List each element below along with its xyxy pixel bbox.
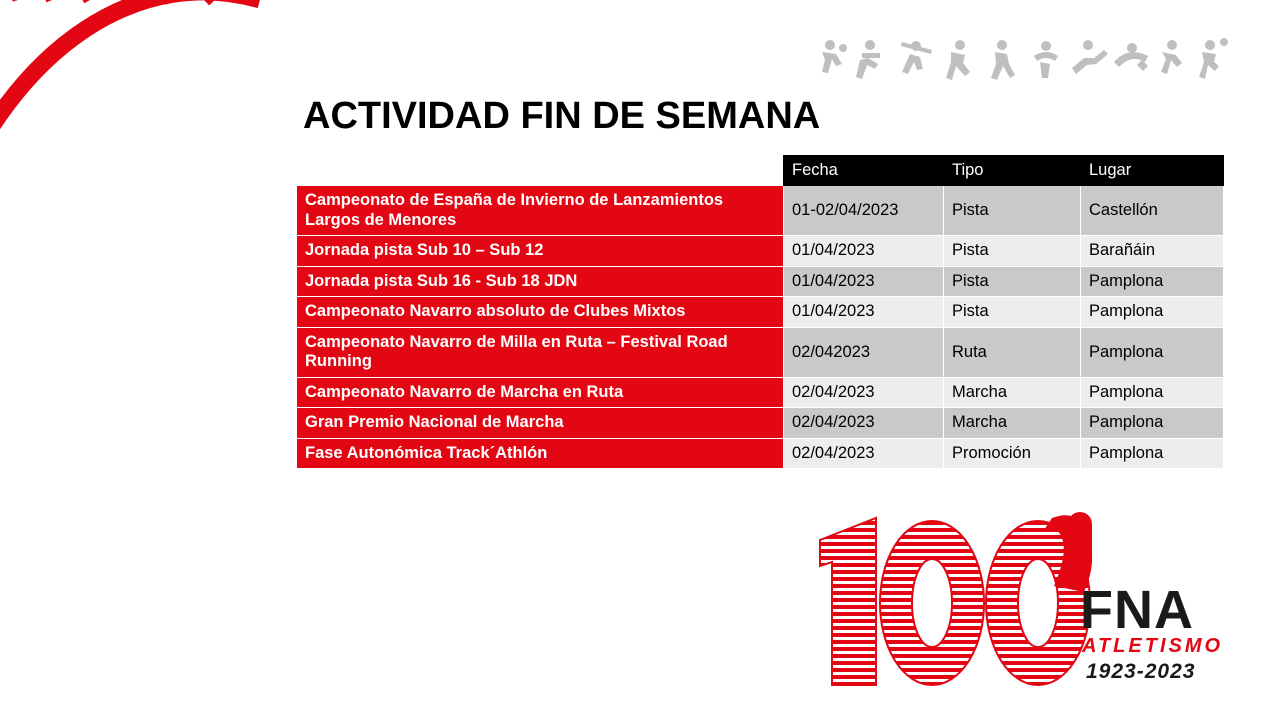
logo-fna-text — [1080, 580, 1223, 683]
logo-digit-one — [820, 518, 876, 685]
column-header-fecha: Fecha — [784, 156, 944, 186]
event-lugar: Pamplona — [1081, 408, 1224, 438]
event-fecha: 02/042023 — [784, 327, 944, 377]
event-tipo: Pista — [944, 266, 1081, 296]
column-header-lugar: Lugar — [1081, 156, 1224, 186]
pictogram-highjump — [1114, 43, 1148, 71]
svg-text:ATLETISMO: ATLETISMO — [1082, 635, 1224, 657]
event-tipo: Pista — [944, 297, 1081, 327]
event-lugar: Barañáin — [1081, 236, 1224, 266]
svg-text:1923-2023: 1923-2023 — [1086, 660, 1196, 683]
event-name: Jornada pista Sub 16 - Sub 18 JDN — [297, 266, 784, 296]
event-fecha: 01/04/2023 — [784, 236, 944, 266]
pictogram-shotput — [822, 40, 847, 73]
pictogram-longjump — [1072, 40, 1108, 74]
table-row — [297, 408, 1224, 438]
event-name: Gran Premio Nacional de Marcha — [297, 408, 784, 438]
event-lugar: Castellón — [1081, 186, 1224, 236]
logo-digit-zero-1 — [880, 521, 984, 685]
event-lugar: Pamplona — [1081, 438, 1224, 468]
schedule-table-container — [296, 155, 1223, 469]
event-tipo: Pista — [944, 186, 1081, 236]
event-fecha: 02/04/2023 — [784, 408, 944, 438]
pictogram-relay — [1161, 40, 1182, 74]
page-title: ACTIVIDAD FIN DE SEMANA — [303, 95, 821, 137]
event-name: Campeonato de España de Invierno de Lanzamientos Largos de Menores — [297, 186, 784, 236]
event-tipo: Ruta — [944, 327, 1081, 377]
table-row — [297, 327, 1224, 377]
pictogram-hammer — [1199, 38, 1228, 79]
event-tipo: Promoción — [944, 438, 1081, 468]
table-row — [297, 438, 1224, 468]
fna-centenary-logo — [780, 500, 1240, 710]
pictogram-walking — [991, 40, 1015, 80]
pictogram-running — [946, 40, 970, 80]
table-row — [297, 297, 1224, 327]
column-header-tipo: Tipo — [944, 156, 1081, 186]
table-row — [297, 236, 1224, 266]
event-fecha: 01-02/04/2023 — [784, 186, 944, 236]
table-row — [297, 266, 1224, 296]
event-lugar: Pamplona — [1081, 266, 1224, 296]
pictogram-discus — [1034, 41, 1058, 78]
event-fecha: 02/04/2023 — [784, 438, 944, 468]
event-lugar: Pamplona — [1081, 377, 1224, 407]
event-fecha: 01/04/2023 — [784, 266, 944, 296]
table-header-row — [297, 156, 1224, 186]
event-lugar: Pamplona — [1081, 327, 1224, 377]
table-row — [297, 377, 1224, 407]
athletics-pictograms — [812, 36, 1232, 88]
event-fecha: 01/04/2023 — [784, 297, 944, 327]
pictogram-hurdles — [856, 40, 880, 79]
column-header-name — [297, 156, 784, 186]
event-lugar: Pamplona — [1081, 297, 1224, 327]
event-name: Jornada pista Sub 10 – Sub 12 — [297, 236, 784, 266]
table-row — [297, 186, 1224, 236]
decorative-arcs — [0, 0, 300, 720]
event-name: Fase Autonómica Track´Athlón — [297, 438, 784, 468]
event-tipo: Marcha — [944, 377, 1081, 407]
event-name: Campeonato Navarro absoluto de Clubes Mixtos — [297, 297, 784, 327]
event-tipo: Marcha — [944, 408, 1081, 438]
event-fecha: 02/04/2023 — [784, 377, 944, 407]
event-name: Campeonato Navarro de Marcha en Ruta — [297, 377, 784, 407]
pictogram-javelin — [901, 41, 932, 74]
schedule-table — [296, 155, 1224, 469]
event-name: Campeonato Navarro de Milla en Ruta – Festival Road Running — [297, 327, 784, 377]
event-tipo: Pista — [944, 236, 1081, 266]
svg-text:FNA: FNA — [1080, 580, 1194, 640]
